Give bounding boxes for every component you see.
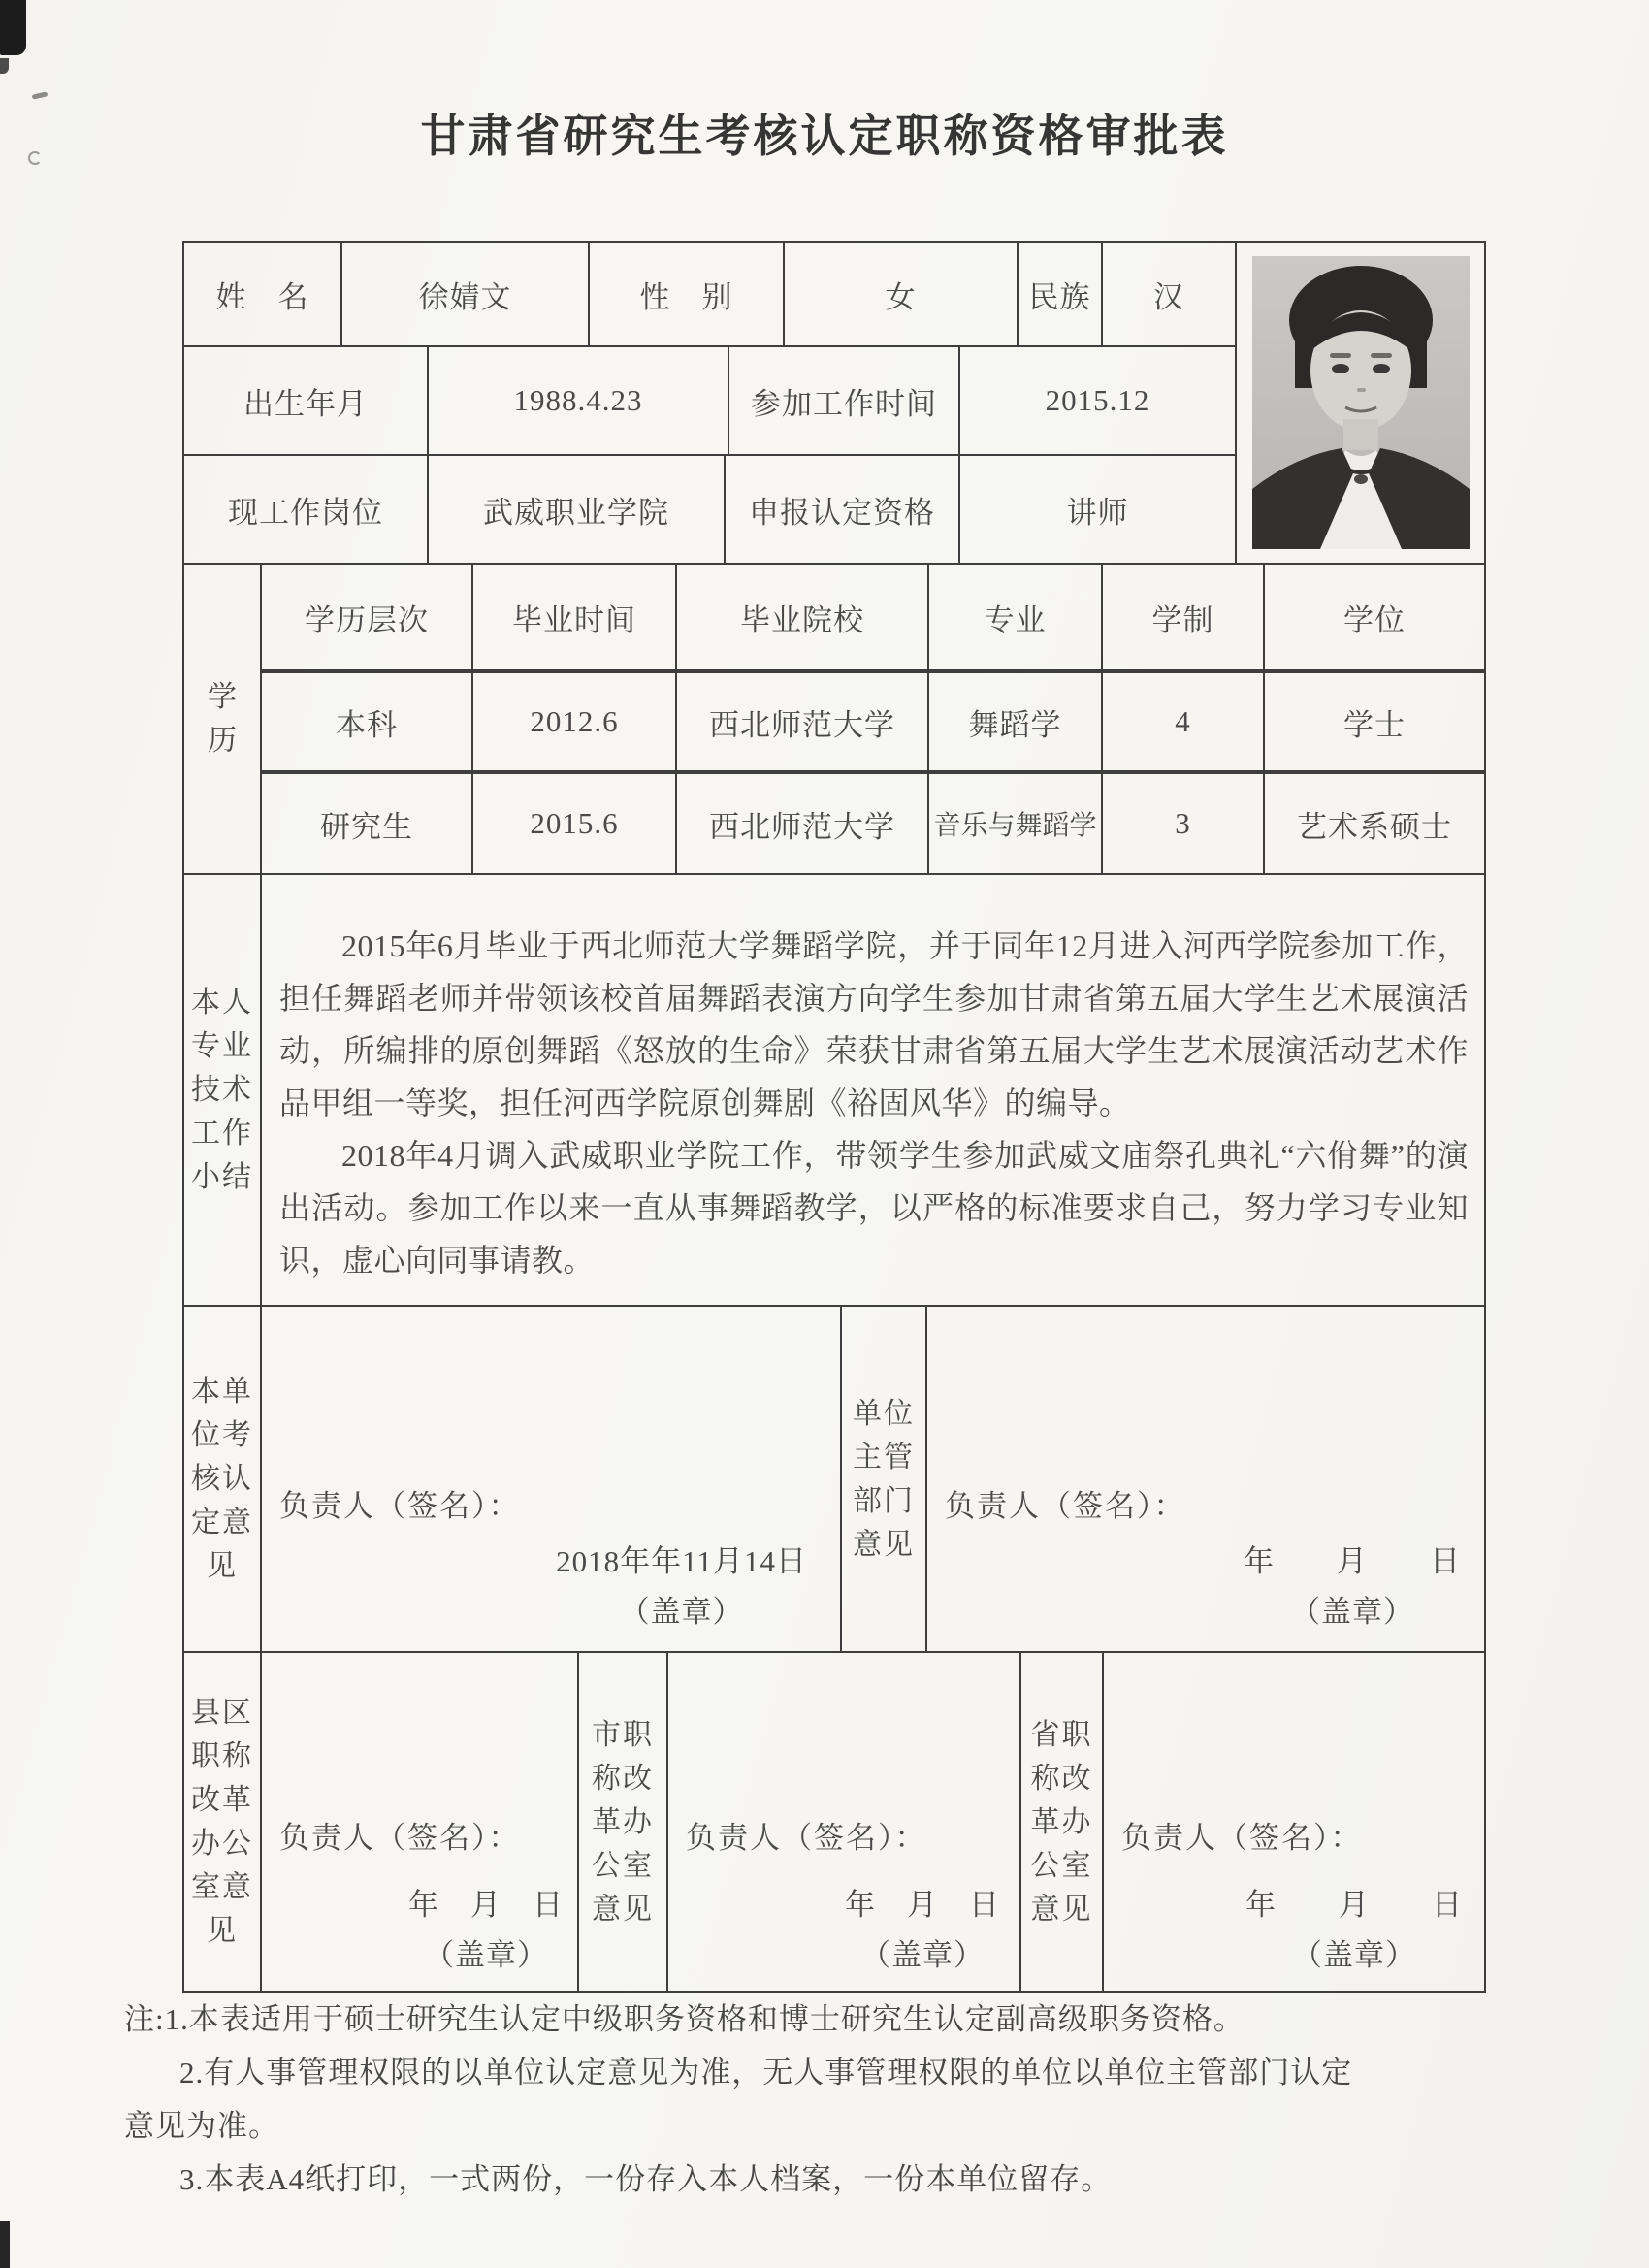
unit-opinion-content bbox=[260, 1305, 842, 1653]
summary-paragraph-1: 2015年6月毕业于西北师范大学舞蹈学院，并于同年12月进入河西学院参加工作，担任舞蹈老师并带领该校首届舞蹈表演方向学生参加甘肃省第五届大学生艺术展演活动，所编排的原创舞蹈《怒放的生命》荣获甘肃省第五届大学生艺术展演活动艺术作品甲组一等奖，担任河西学院原创舞剧《裕固风华》的编导。 bbox=[279, 928, 1469, 1120]
unit-opinion-date: 2018年年11月14日 bbox=[556, 1544, 807, 1578]
edu-row-cell: 音乐与舞蹈学 bbox=[927, 772, 1103, 875]
note-line-3: 意见为准。 bbox=[124, 2109, 279, 2143]
apply-qualification-value: 讲师 bbox=[958, 454, 1237, 565]
dept-opinion-label: 单位主管部门意见 bbox=[840, 1305, 927, 1653]
current-post-value: 武威职业学院 bbox=[427, 454, 726, 565]
province-opinion-label: 省职称改革办公室意见 bbox=[1019, 1651, 1104, 1993]
edu-row-cell: 舞蹈学 bbox=[927, 671, 1103, 774]
note-line-1: 注:1.本表适用于硕士研究生认定中级职务资格和博士研究生认定副高级职务资格。 bbox=[124, 2002, 1245, 2036]
edu-header-level: 学历层次 bbox=[260, 563, 473, 673]
edu-row-cell: 学士 bbox=[1263, 671, 1486, 774]
work-start-value: 2015.12 bbox=[958, 345, 1237, 456]
edu-row-cell: 研究生 bbox=[260, 772, 473, 875]
gender-label: 性 别 bbox=[588, 241, 785, 347]
city-opinion-label: 市职称改革办公室意见 bbox=[577, 1651, 668, 1993]
edu-row-cell: 本科 bbox=[260, 671, 473, 774]
city-seal-label: （盖章） bbox=[860, 1938, 985, 1972]
summary-content bbox=[260, 873, 1486, 1307]
city-opinion-date: 年 月 日 bbox=[845, 1888, 1000, 1922]
dept-seal-label: （盖章） bbox=[1290, 1595, 1414, 1629]
province-opinion-content bbox=[1102, 1651, 1486, 1993]
edu-row-cell: 4 bbox=[1101, 671, 1265, 774]
county-opinion-date: 年 月 日 bbox=[408, 1888, 564, 1922]
work-start-label: 参加工作时间 bbox=[728, 345, 960, 456]
note-line-4: 3.本表A4纸打印，一式两份，一份存入本人档案，一份本单位留存。 bbox=[179, 2162, 1113, 2196]
gender-value: 女 bbox=[783, 241, 1018, 347]
ethnicity-label: 民族 bbox=[1017, 241, 1103, 347]
edu-header-major: 专业 bbox=[927, 563, 1103, 673]
dept-opinion-date: 年 月 日 bbox=[1244, 1544, 1461, 1578]
unit-signer-label: 负责人（签名）： bbox=[279, 1489, 521, 1523]
edu-row-cell: 3 bbox=[1101, 772, 1265, 875]
province-opinion-date: 年 月 日 bbox=[1245, 1888, 1463, 1922]
scan-artifact bbox=[32, 91, 48, 99]
name-value: 徐婧文 bbox=[340, 241, 590, 347]
name-label: 姓 名 bbox=[182, 241, 342, 347]
unit-seal-label: （盖章） bbox=[619, 1595, 744, 1629]
edu-row-cell: 2015.6 bbox=[471, 772, 677, 875]
applicant-photo bbox=[1252, 256, 1470, 549]
province-signer-label: 负责人（签名）： bbox=[1121, 1821, 1363, 1855]
birth-value: 1988.4.23 bbox=[427, 345, 729, 456]
page-title: 甘肃省研究生考核认定职称资格审批表 bbox=[420, 112, 1229, 161]
city-opinion-content bbox=[666, 1651, 1021, 1993]
city-signer-label: 负责人（签名）： bbox=[686, 1821, 927, 1855]
county-opinion-label: 县区职称改革办公室意见 bbox=[182, 1651, 262, 1993]
county-signer-label: 负责人（签名）： bbox=[279, 1821, 521, 1855]
edu-row-cell: 2012.6 bbox=[471, 671, 677, 774]
birth-label: 出生年月 bbox=[182, 345, 429, 456]
scan-artifact bbox=[0, 0, 26, 55]
edu-header-grad-time: 毕业时间 bbox=[471, 563, 677, 673]
edu-row-cell: 西北师范大学 bbox=[675, 772, 929, 875]
county-opinion-content bbox=[260, 1651, 579, 1993]
ethnicity-value: 汉 bbox=[1101, 241, 1237, 347]
edu-header-duration: 学制 bbox=[1101, 563, 1265, 673]
summary-section-label: 本人专业技术工作小结 bbox=[182, 873, 262, 1307]
unit-opinion-label: 本单位考核认定意见 bbox=[182, 1305, 262, 1653]
dept-opinion-content bbox=[925, 1305, 1486, 1653]
edu-header-school: 毕业院校 bbox=[675, 563, 929, 673]
photo-cell bbox=[1235, 241, 1486, 565]
scan-artifact bbox=[0, 2221, 10, 2268]
apply-qualification-label: 申报认定资格 bbox=[724, 454, 960, 565]
dept-signer-label: 负责人（签名）： bbox=[945, 1489, 1186, 1523]
note-line-2: 2.有人事管理权限的以单位认定意见为准，无人事管理权限的单位以单位主管部门认定 bbox=[179, 2056, 1353, 2090]
province-seal-label: （盖章） bbox=[1292, 1938, 1416, 1972]
summary-paragraph-2: 2018年4月调入武威职业学院工作，带领学生参加武威文庙祭孔典礼“六佾舞”的演出活动。参加工作以来一直从事舞蹈教学，以严格的标准要求自己，努力学习专业知识，虚心向同事请教。 bbox=[279, 1138, 1469, 1278]
edu-row-cell: 西北师范大学 bbox=[675, 671, 929, 774]
edu-row-cell: 艺术系硕士 bbox=[1263, 772, 1486, 875]
current-post-label: 现工作岗位 bbox=[182, 454, 429, 565]
edu-header-degree: 学位 bbox=[1263, 563, 1486, 673]
education-section-label: 学历 bbox=[182, 563, 262, 875]
scan-artifact bbox=[0, 58, 9, 74]
county-seal-label: （盖章） bbox=[424, 1938, 548, 1972]
